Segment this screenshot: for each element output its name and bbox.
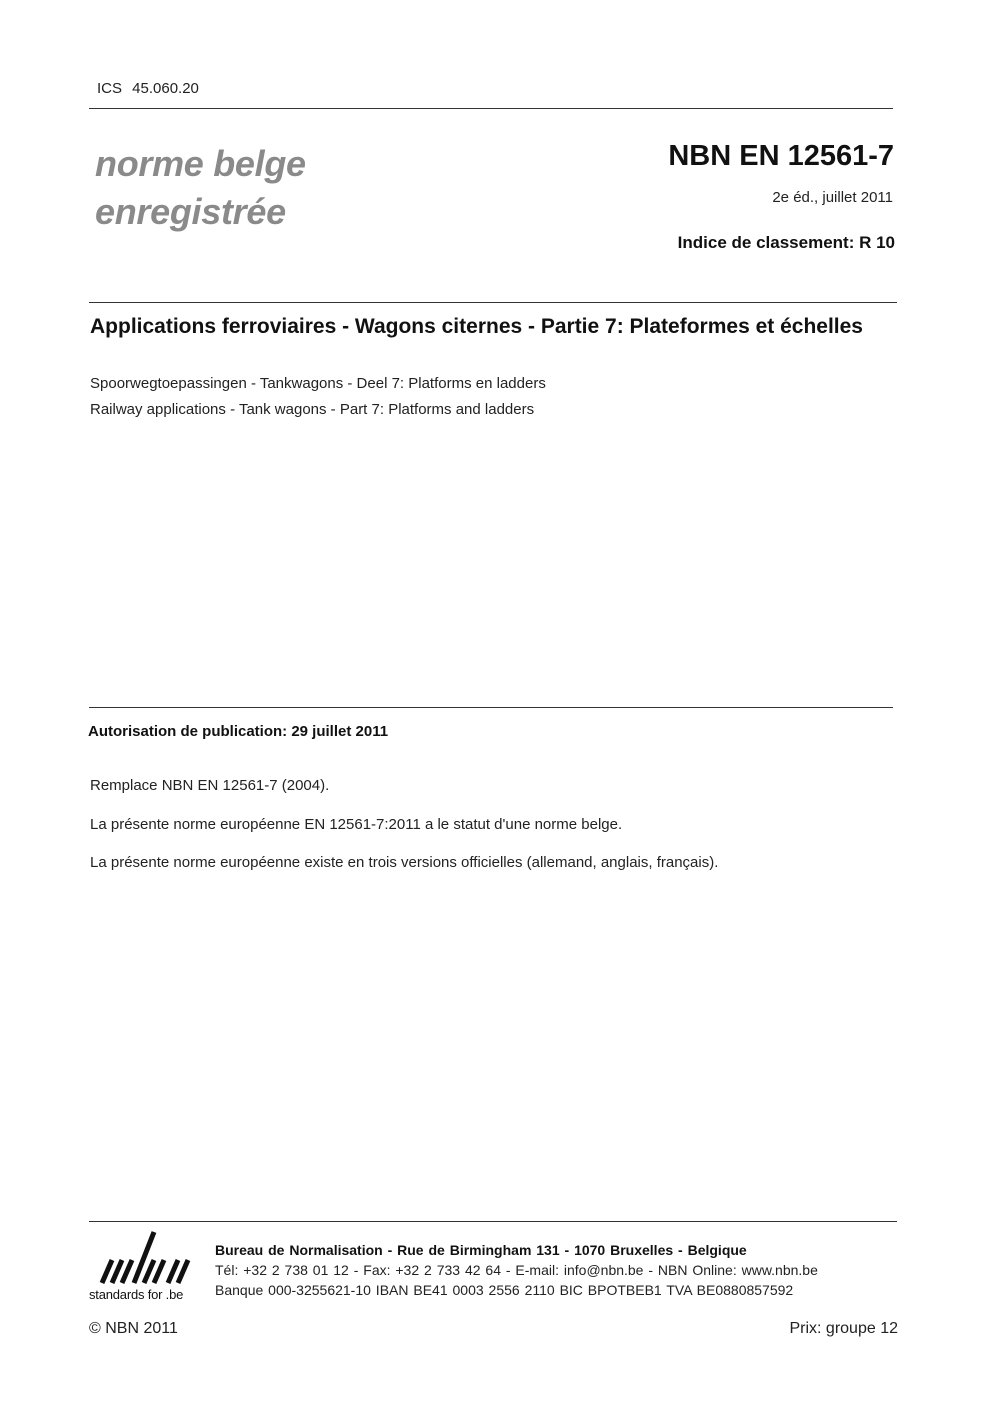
copyright: © NBN 2011: [89, 1320, 178, 1337]
header-rule: [89, 108, 893, 109]
title-rule-top: [89, 302, 897, 303]
classification-index: Indice de classement: R 10: [677, 233, 895, 252]
bank-info: Banque 000-3255621-10 IBAN BE41 0003 2556 2110 BIC BPOTBEB1 TVA BE0880857592: [215, 1282, 794, 1298]
status-text: La présente norme européenne EN 12561-7:2011 a le statut d'une norme belge.: [90, 816, 623, 833]
standard-number: NBN EN 12561-7: [668, 140, 894, 172]
bureau-address: Bureau de Normalisation - Rue de Birmingham 131 - 1070 Bruxelles - Belgique: [215, 1242, 747, 1258]
title-dutch: Spoorwegtoepassingen - Tankwagons - Deel 7: Platforms en ladders: [90, 375, 546, 392]
brand-line-1: norme belge: [95, 143, 306, 184]
replaces-text: Remplace NBN EN 12561-7 (2004).: [90, 777, 330, 794]
publication-authorization: Autorisation de publication: 29 juillet 2011: [88, 723, 389, 740]
brand-title: [95, 140, 306, 236]
edition-date: 2e éd., juillet 2011: [772, 189, 893, 206]
versions-text: La présente norme européenne existe en trois versions officielles (allemand, anglais, français).: [90, 854, 719, 871]
title-rule-bottom: [89, 707, 893, 708]
brand-line-2: enregistrée: [95, 191, 286, 232]
ics-code: ICS 45.060.20: [97, 80, 199, 97]
footer-rule: [89, 1221, 897, 1222]
contact-info: Tél: +32 2 738 01 12 - Fax: +32 2 733 42 64 - E-mail: info@nbn.be - NBN Online: www.nbn.be: [215, 1262, 818, 1278]
title-french: Applications ferroviaires - Wagons citernes - Partie 7: Plateformes et échelles: [90, 315, 863, 338]
title-english: Railway applications - Tank wagons - Part 7: Platforms and ladders: [90, 401, 535, 418]
price-group: Prix: groupe 12: [789, 1320, 898, 1337]
logo-caption: standards for .be: [89, 1287, 184, 1302]
